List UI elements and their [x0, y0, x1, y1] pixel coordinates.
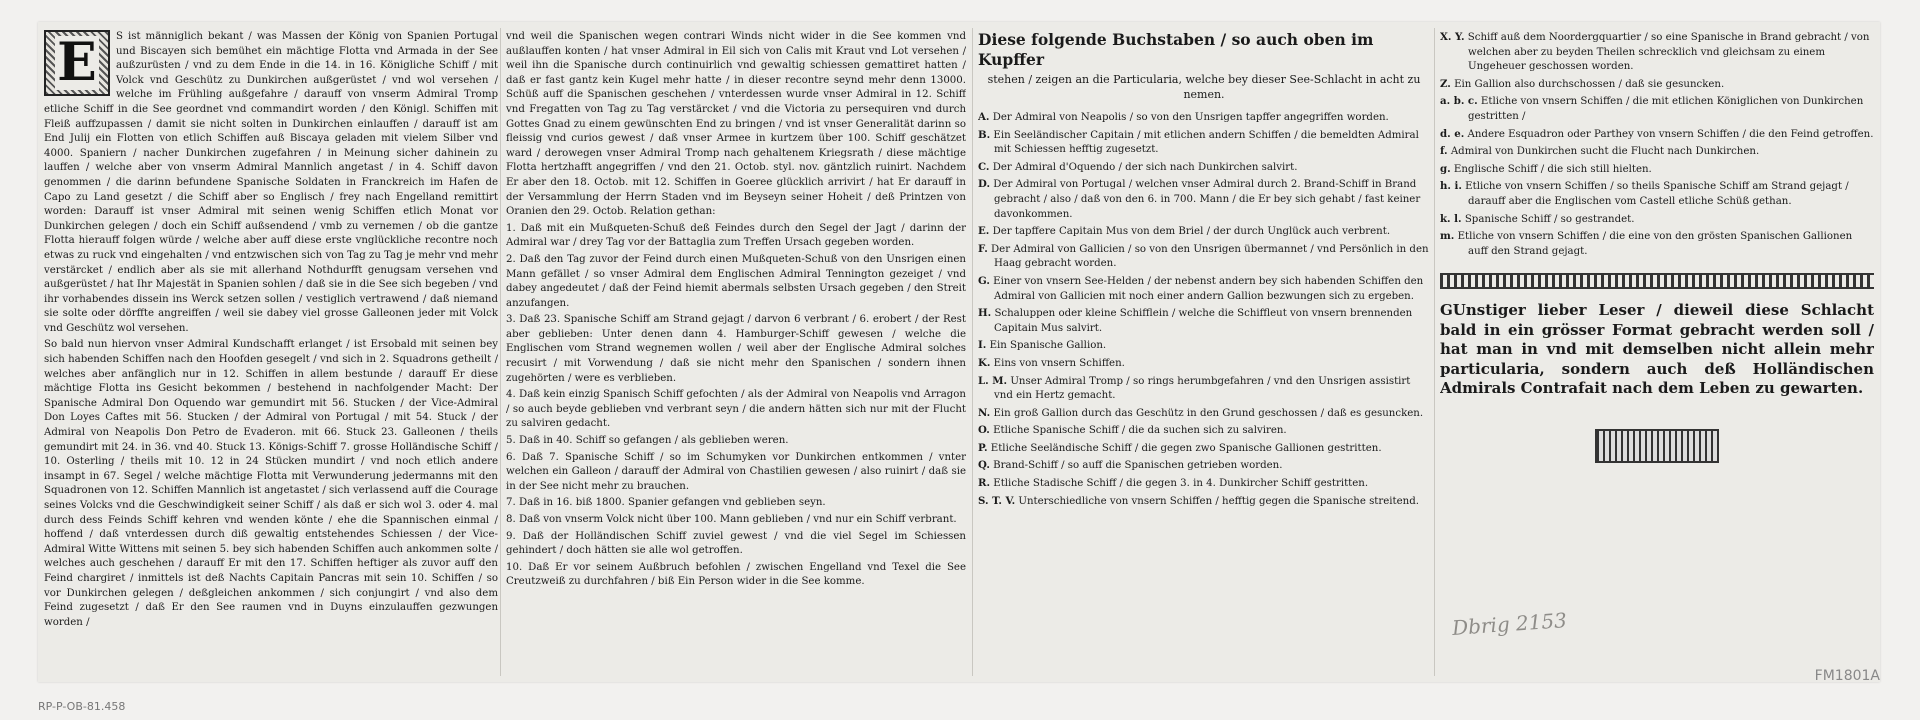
legend-text: Englische Schiff / die sich still hielten.	[1453, 163, 1652, 175]
legend-text: Ein Seeländischer Capitain / mit etlichen andern Schiffen / die bemeldten Admiral mit Schiessen hefftig zugesetzt.	[993, 129, 1419, 156]
legend-entry	[1440, 162, 1874, 178]
legend-text: Etliche Spanische Schiff / die da suchen sich zu salviren.	[993, 425, 1287, 437]
list-item: 2. Daß den Tag zuvor der Feind durch einen Mußqueten-Schuß von den Unsrigen einen Mann gefället / so vnser Admiral dem Englischen Admiral Tennington gezeiget / vnd dabey angedeutet / daß der Feind hiemit abermals selbsten Ursach gegeben / den Streit anzufangen.	[506, 253, 966, 309]
ornament-vignette	[1595, 429, 1719, 463]
paragraph: So bald nun hiervon vnser Admiral Kundschafft erlanget / ist Ersobald mit seinen bey sich habenden Schiffen nach den Hoofden gesegelt / vnd sich in 2. Squadrons getheilt / welches aber anfänglich nur in 12. Schiffen in allem bestunde / darauff Er diese mächtige Flotta ins Gesicht bekommen / bestehend in nachfolgender Macht: Der Spanische Admiral Don Oquendo war gemundirt mit 56. Stucken / der Vice-Admiral Don Loyes Caftes mit 56. Stucken / der Admiral von Portugal / mit 54. Stuck / der Admiral von Neapolis Don Petro de Evaderon. mit 66. Stuck 23. Galleonen / theils gemundirt mit 24. in 36. vnd 40. Stuck 13. Königs-Schiff 7. grosse Holländische Schiff / 10. Osterling / theils mit 10. 12 in 24 Stücken mundirt / vnd noch etlich andere insampt in 67. Segel / welche mächtige Flotta mit Verwunderung jedermanns mit den Squadronen von 12. Schiffen Mannlich ist angetastet / sich verlassend auff die Courage seines Volcks vnd die Geschwindigkeit seiner Schiff / als daß er sich wol 3. oder 4. mal durch dess Feinds Schiff kehren vnd wenden könte / ehe die Spannischen einmal / hoffend / daß vnterdessen durch diß gewaltig entstehendes Schiessen / der Vice-Admiral Witte Wittens mit seinen 5. bey sich habenden Schiffen auch ankommen solte / welches auch geschehen / darauff Er mit den 17. Schiffen heftiger als zuvor auff den Feind chargiret / inmittels ist deß Nachts Capitain Pancras mit sein 10. Schiffen / so vor Dunkirchen gelegen / deßgleichen ankommen / sich conjungirt / vnd also dem Feind zugesetzt / daß Er den See raumen vnd in Duyns einzulauffen gezwungen worden /	[44, 339, 498, 628]
list-item: 1. Daß mit ein Mußqueten-Schuß deß Feindes durch den Segel der Jagt / darinn der Admiral war / drey Tag vor der Battaglia zum Treffen Ursach gegeben worden.	[506, 222, 966, 249]
legend-key: S. T. V.	[978, 494, 1016, 507]
legend-key: B.	[978, 128, 991, 141]
legend-entry	[978, 128, 1430, 158]
legend-entry	[978, 458, 1430, 474]
legend-subheading: stehen / zeigen an die Particularia, welche bey dieser See-Schlacht in acht zu nemen.	[987, 73, 1421, 101]
collection-mark: FM1801A	[1814, 668, 1880, 684]
legend-entry	[978, 306, 1430, 336]
legend-text: Der Admiral von Neapolis / so von den Unsrigen tapffer angegriffen worden.	[992, 112, 1389, 123]
legend-entry	[1440, 94, 1874, 124]
legend-key: Q.	[978, 459, 990, 472]
legend-key: R.	[978, 477, 991, 490]
decorated-initial: E	[44, 30, 110, 96]
list-item: 7. Daß in 16. biß 1800. Spanier gefangen vnd geblieben seyn.	[506, 497, 826, 509]
legend-text: Der Admiral von Gallicien / so von den Unsrigen übermannet / vnd Persönlich in den Haag gebracht worden.	[991, 243, 1429, 270]
legend-text: Ein Spanische Gallion.	[989, 340, 1107, 352]
legend-key: Z.	[1440, 77, 1451, 90]
legend-key: K.	[978, 356, 991, 369]
legend-entry	[978, 224, 1430, 240]
legend-entry	[978, 338, 1430, 354]
text-column-4	[1440, 30, 1874, 674]
column-divider	[1434, 28, 1435, 676]
legend-entry	[978, 441, 1430, 457]
legend-key: f.	[1440, 145, 1448, 158]
legend-text: Spanische Schiff / so gestrandet.	[1464, 213, 1635, 225]
legend-entry	[1440, 30, 1874, 75]
legend-text: Unser Admiral Tromp / so rings herumbgefahren / vnd den Unsrigen assistirt vnd ein Hertz gemacht.	[994, 375, 1411, 402]
legend-text: Schaluppen oder kleine Schifflein / welche die Schiffleut von vnsern brennenden Capitain Mus salvirt.	[994, 308, 1413, 334]
ornamental-border	[1440, 273, 1874, 289]
legend-entry	[1440, 229, 1874, 259]
legend-text: Der Admiral von Portugal / welchen vnser Admiral durch 2. Brand-Schiff in Brand gebracht / also / daß von den 6. in 700. Mann / die Er bey sich gehabt / fast keiner davonkommen.	[993, 179, 1421, 220]
legend-entry	[978, 242, 1430, 272]
legend-entry	[978, 177, 1430, 222]
column-divider	[972, 28, 973, 676]
legend-text: Etliche von vnsern Schiffen / so theils Spanische Schiff am Strand gejagt / darauff aber die Englischen vom Castell etliche Schüß gethan.	[1465, 181, 1849, 207]
list-item: 5. Daß in 40. Schiff so gefangen / als geblieben weren.	[506, 435, 789, 447]
legend-key: m.	[1440, 230, 1455, 243]
list-item: 9. Daß der Holländischen Schiff zuviel gewest / vnd die viel Segel im Schiessen gehindert / doch hätten sie alle wol getroffen.	[506, 530, 966, 557]
list-item: 4. Daß kein einzig Spanisch Schiff gefochten / als der Admiral von Neapolis vnd Arragon / so auch beyde geblieben vnd verbrant seyn / die andern hätten sich nur mit der Flucht zu salviren gedacht.	[506, 389, 966, 430]
legend-text: Etliche Seeländische Schiff / die gegen zwo Spanische Gallionen gestritten.	[990, 442, 1382, 454]
legend-text: Ein groß Gallion durch das Geschütz in den Grund geschossen / daß es gesuncken.	[993, 407, 1424, 419]
list-item: 3. Daß 23. Spanische Schiff am Strand gejagt / darvon 6 verbrant / 6. erobert / der Rest aber geblieben: Unter denen dann 4. Hamburger-Schiff gewesen / welche die Englischen vom Strand wegnemen wollen / weil aber der Englische Admiral solches recusirt / mit Vorwendung / daß sie nicht mehr den Spanischen / sondern ihnen zugehörten / were es verblieben.	[506, 314, 966, 384]
printed-sheet	[38, 22, 1880, 682]
legend-key: k. l.	[1440, 212, 1462, 225]
legend-entry	[978, 110, 1430, 126]
legend-text: Ein Gallion also durchschossen / daß sie gesuncken.	[1454, 78, 1725, 90]
legend-entry	[978, 374, 1430, 404]
legend-key: h. i.	[1440, 180, 1462, 193]
text-column-3	[978, 30, 1430, 674]
legend-key: a. b. c.	[1440, 95, 1478, 108]
paragraph: vnd weil die Spanischen wegen contrari Winds nicht wider in die See kommen vnd außlauffen konten / hat vnser Admiral in Eil sich von Calis mit Kraut vnd Lot versehen / weil ihn die Spanische durch continuirlich vnd gewaltig schiessen gemattiret hatten / daß er fast gantz kein Kugel mehr hatte / in dieser recontre seynd mehr denn 13000. Schüß auff die Spanischen geschehen / vnterdessen wurde vnser Admiral in 12. Schiff vnd Fregatten von Tag zu Tag verstärcket / vnd die Victoria zu persequiren vnd durch Gottes Gnad zu einem gewünschten End zu bringen / vnd ist vnser Generalität darinn so fleissig vnd curios gewest / daß vnser Armee in kurtzem über 100. Schiff geschätzet ward / derowegen vnser Admiral Tromp nach gehaltenem Kriegsrath / diese mächtige Flotta hertzhafft angegriffen / vnd den 21. Octob. styl. nov. gäntzlich ruinirt. Nachdem Er aber den 18. Octob. mit 12. Schiffen in Goeree glücklich arrivirt / hat Er darauff in der Versammlung der Herrn Staden vnd im Beyseyn seiner Hoheit / deß Printzen von Oranien den 29. Octob. Relation gethan:	[506, 31, 966, 218]
list-item: 10. Daß Er vor seinem Außbruch befohlen / zwischen Engelland vnd Texel die See Creutzweiß zu durchfahren / biß Ein Person wider in die See komme.	[506, 561, 966, 588]
legend-text: Der tapffere Capitain Mus von dem Briel / der durch Unglück auch verbrent.	[992, 226, 1391, 238]
legend-entry	[978, 406, 1430, 422]
legend-key: P.	[978, 441, 988, 454]
legend-text: Brand-Schiff / so auff die Spanischen getrieben worden.	[993, 460, 1283, 472]
legend-key: F.	[978, 242, 988, 255]
legend-entry	[978, 494, 1430, 510]
legend-text: Einer von vnsern See-Helden / der nebenst andern bey sich habenden Schiffen den Admiral von Gallicien mit noch einer andern Gallion bezwungen sich zu ergeben.	[993, 275, 1424, 302]
legend-key: A.	[978, 111, 990, 123]
legend-key: E.	[978, 225, 990, 238]
legend-heading: Diese folgende Buchstaben / so auch oben im Kupffer	[978, 30, 1374, 69]
legend-key: d. e.	[1440, 127, 1465, 140]
legend-entry	[978, 160, 1430, 176]
legend-text: Etliche von vnsern Schiffen / die mit etlichen Königlichen von Dunkirchen gestritten /	[1468, 96, 1864, 122]
legend-text: Eins von vnsern Schiffen.	[993, 357, 1125, 369]
paragraph: S ist männiglich bekant / was Massen der König von Spanien Portugal und Biscayen sich bemühet ein mächtige Flotta vnd Armada in der See außzurüsten / vnd zu dem Ende in die 14. in 16. Königliche Schiff / mit Volck vnd Geschütz zu Dunkirchen außgerüstet / vnd wol versehen / welche im Frühling außgefahre / darauff von vnserm Admiral Tromp etliche Schiff in die See geordnet vnd commandirt worden / den Königl. Schiffen mit Fleiß auffzupassen / damit sie nicht solten in Dunkirchen einlauffen / darauff ist am End Julij ein Flotten von etlich Schiffen auß Biscaya geladen mit vielem Silber vnd 4000. Spaniern / nacher Dunkirchen zugefahren / in Meinung sicher dahinein zu lauffen / welche aber von vnserm Admiral Mannlich angetast / in 4. Schiff davon genommen / die darinn befundene Spanische Soldaten in Franckreich im Hafen de Capo zu Land gesetzt / die Schiff aber so Englisch / frey nach Engelland remittirt worden: Darauff ist vnser Admiral mit seinen wenig Schiffen etlich Monat vor Dunkirchen gelegen / doch ein Schiff außsendend / vmb zu vernemen / ob die gantze Flotta hierauff folgen würde / welche aber auff diese erste vnglückliche recontre noch etwas zu ruck vnd eingehalten / vnd entzwischen sich von Tag zu Tag je mehr vnd mehr verstärcket / endlich aber als sie mit allerhand Nothdurfft genugsam versehen vnd außgerüstet / hat Ihr Majestät in Spanien sohlen / daß sie in die See sich begeben / vnd ihr vorhabendes dissein ins Werck setzen sollen / vestiglich vertrawend / daß niemand sie solte oder dörffte angreiffen / weil sie dabey viel grosse Galleonen jeder mit Volck vnd Geschütz wol versehen.	[44, 31, 498, 334]
legend-entry	[978, 356, 1430, 372]
legend-key: D.	[978, 178, 991, 191]
legend-key: X. Y.	[1440, 31, 1465, 43]
legend-key: I.	[978, 339, 987, 352]
legend-key: H.	[978, 307, 992, 320]
legend-entry	[1440, 77, 1874, 93]
list-item: 8. Daß von vnserm Volck nicht über 100. Mann geblieben / vnd nur ein Schiff verbrant.	[506, 514, 957, 525]
legend-entry	[978, 423, 1430, 439]
legend-text: Schiff auß dem Noordergquartier / so eine Spanische in Brand gebracht / von welchen aber zu beyden Theilen schrecklich vnd gleichsam zu einem Ungeheuer geschossen worden.	[1467, 32, 1870, 73]
legend-entry	[978, 476, 1430, 492]
closing-note: GUnstiger lieber Leser / dieweil diese Schlacht bald in ein grösser Format gebracht werden soll / hat man in vnd mit demselben nicht allein mehr particularia, sondern auch deß Holländischen Admirals Contrafait nach dem Leben zu gewarten.	[1440, 301, 1874, 398]
legend-entry	[1440, 212, 1874, 228]
catalog-number: RP-P-OB-81.458	[38, 700, 126, 713]
legend-entry	[1440, 144, 1874, 160]
legend-text: Der Admiral d'Oquendo / der sich nach Dunkirchen salvirt.	[992, 161, 1298, 173]
text-column-1	[44, 30, 498, 674]
legend-key: C.	[978, 160, 990, 173]
legend-key: N.	[978, 406, 991, 419]
legend-key: G.	[978, 274, 990, 287]
legend-text: Etliche von vnsern Schiffen / die eine von den grösten Spanischen Gallionen auff den Strand gejagt.	[1457, 231, 1853, 257]
legend-text: Admiral von Dunkirchen sucht die Flucht nach Dunkirchen.	[1450, 146, 1760, 158]
legend-key: O.	[978, 424, 990, 437]
legend-entry	[1440, 127, 1874, 143]
legend-text: Unterschiedliche von vnsern Schiffen / hefftig gegen die Spanische streitend.	[1018, 495, 1420, 507]
legend-entry	[978, 274, 1430, 304]
legend-text: Etliche Stadische Schiff / die gegen 3. in 4. Dunkircher Schiff gestritten.	[993, 478, 1369, 490]
column-divider	[500, 28, 501, 676]
legend-entry	[1440, 179, 1874, 209]
legend-text: Andere Esquadron oder Parthey von vnsern Schiffen / die den Feind getroffen.	[1467, 128, 1874, 140]
legend-key: g.	[1440, 162, 1451, 175]
list-item: 6. Daß 7. Spanische Schiff / so im Schumyken vor Dunkirchen entkommen / vnter welchen ein Galleon / darauff der Admiral von Chastilien gewesen / also ruinirt / daß sie in der See nicht mehr zu brauchen.	[506, 451, 966, 492]
legend-key: L. M.	[978, 374, 1008, 387]
text-column-2	[506, 30, 966, 674]
pencil-annotation: Dbrig 2153	[1451, 608, 1568, 640]
